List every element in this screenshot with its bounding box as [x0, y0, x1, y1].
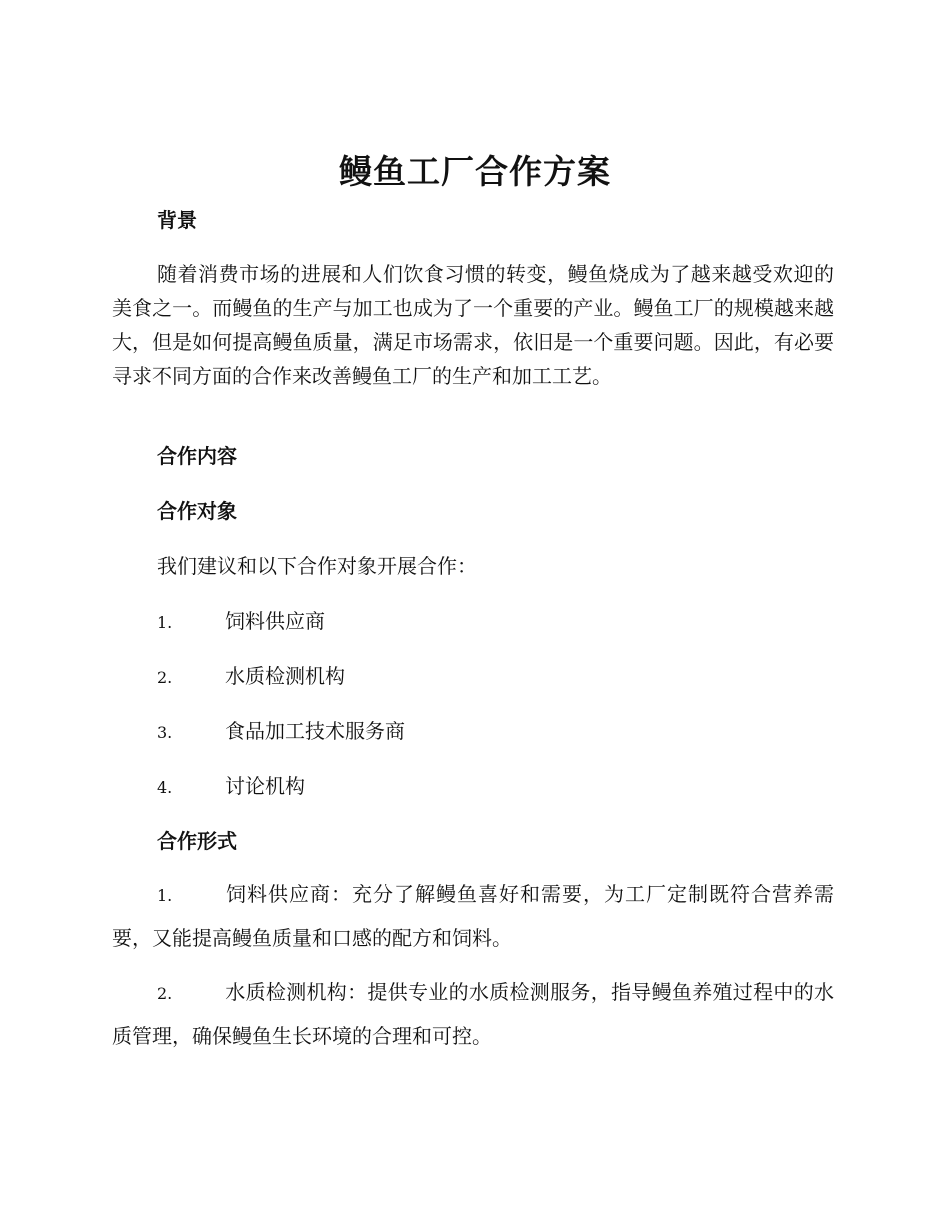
list-text: 食品加工技术服务商 [225, 719, 405, 743]
heading-cooperation-partners: 合作对象 [157, 499, 237, 523]
document-title: 鳗鱼工厂合作方案 [339, 152, 611, 191]
list-number: 2. [157, 984, 173, 1003]
paragraph-background: 随着消费市场的进展和人们饮食习惯的转变，鳗鱼烧成为了越来越受欢迎的美食之一。而鳗鱼的生产与加工也成为了一个重要的产业。鳗鱼工厂的规模越来越大，但是如何提高鳗鱼质量，满足市场需求，依旧是一个重要问题。因此，有必要寻求不同方面的合作来改善鳗鱼工厂的生产和加工工艺。 [112, 262, 834, 388]
list-number: 1. [157, 613, 173, 632]
list-item [157, 717, 405, 747]
heading-cooperation-content: 合作内容 [157, 444, 237, 468]
numbered-paragraph [112, 873, 834, 960]
list-item [157, 607, 325, 637]
list-number: 2. [157, 668, 173, 687]
list-text: 水质检测机构 [225, 664, 345, 688]
list-number: 4. [157, 778, 173, 797]
heading-cooperation-forms: 合作形式 [157, 829, 237, 853]
heading-background: 背景 [157, 208, 197, 232]
paragraph-text: 水质检测机构：提供专业的水质检测服务，指导鳗鱼养殖过程中的水质管理，确保鳗鱼生长环境的合理和可控。 [112, 980, 834, 1048]
paragraph-text: 饲料供应商：充分了解鳗鱼喜好和需要，为工厂定制既符合营养需要，又能提高鳗鱼质量和口感的配方和饲料。 [112, 882, 834, 950]
list-number: 3. [157, 723, 173, 742]
list-text: 饲料供应商 [225, 609, 325, 633]
partners-intro: 我们建议和以下合作对象开展合作： [157, 554, 477, 578]
list-text: 讨论机构 [225, 774, 305, 798]
numbered-paragraph [112, 971, 834, 1058]
list-item [157, 662, 345, 692]
list-number: 1. [157, 886, 173, 905]
list-item [157, 772, 305, 802]
